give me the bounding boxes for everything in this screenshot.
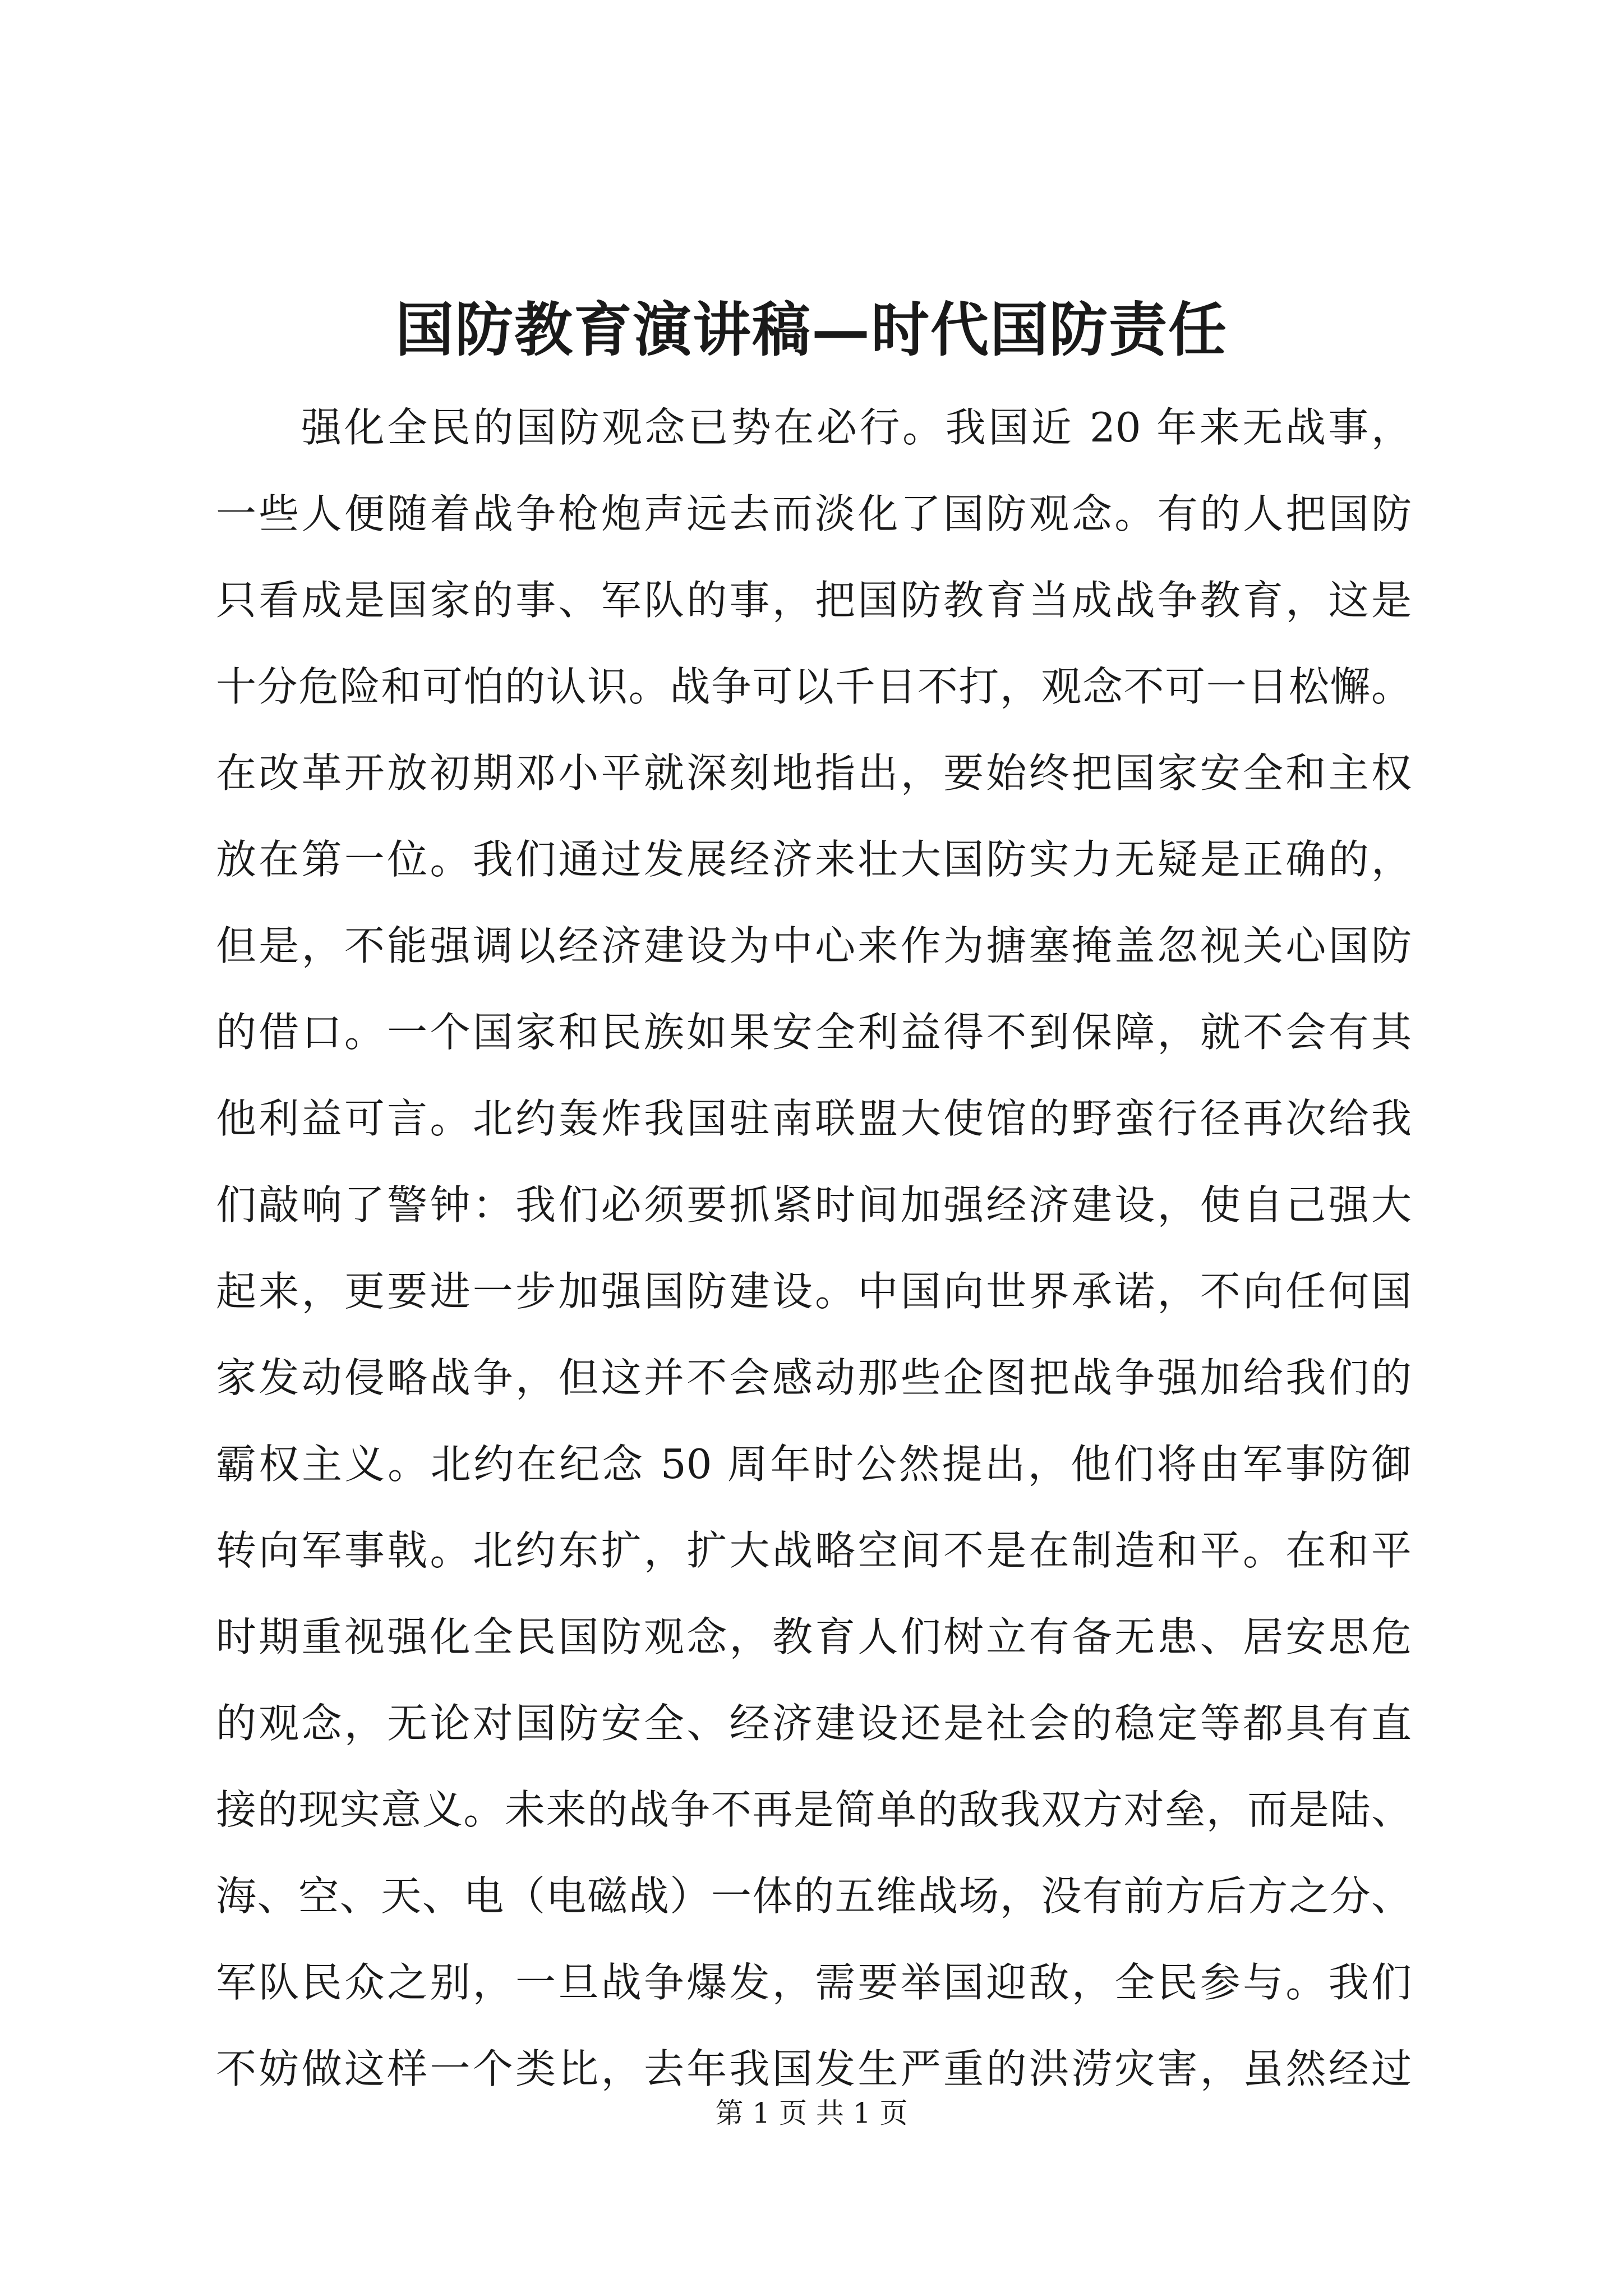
text-line: 只看成是国家的事、军队的事，把国防教育当成战争教育，这是 bbox=[216, 577, 1412, 624]
text-line: 家发动侵略战争，但这并不会感动那些企图把战争强加给我们的 bbox=[216, 1354, 1412, 1401]
text-line: 们敲响了警钟：我们必须要抓紧时间加强经济建设，使自己强大 bbox=[216, 1181, 1412, 1228]
text-line: 放在第一位。我们通过发展经济来壮大国防实力无疑是正确的， bbox=[216, 836, 1412, 883]
page-footer: 第 1 页 共 1 页 bbox=[715, 2097, 908, 2129]
text-line: 的观念，无论对国防安全、经济建设还是社会的稳定等都具有直 bbox=[216, 1700, 1412, 1747]
text-line: 接的现实意义。未来的战争不再是简单的敌我双方对垒，而是陆、 bbox=[216, 1786, 1412, 1833]
text-line: 不妨做这样一个类比，去年我国发生严重的洪涝灾害，虽然经过 bbox=[216, 2045, 1412, 2092]
text-line: 一些人便随着战争枪炮声远去而淡化了国防观念。有的人把国防 bbox=[216, 490, 1412, 537]
text-line: 强化全民的国防观念已势在必行。我国近 20 年来无战事， bbox=[301, 404, 1412, 451]
text-line: 但是，不能强调以经济建设为中心来作为搪塞掩盖忽视关心国防 bbox=[216, 922, 1412, 969]
text-line: 在改革开放初期邓小平就深刻地指出，要始终把国家安全和主权 bbox=[216, 749, 1412, 797]
text-line: 转向军事戟。北约东扩，扩大战略空间不是在制造和平。在和平 bbox=[216, 1527, 1412, 1574]
text-line: 他利益可言。北约轰炸我国驻南联盟大使馆的野蛮行径再次给我 bbox=[216, 1095, 1412, 1142]
document-title: 国防教育演讲稿—时代国防责任 bbox=[395, 295, 1228, 364]
text-line: 的借口。一个国家和民族如果安全利益得不到保障，就不会有其 bbox=[216, 1009, 1412, 1056]
text-line: 时期重视强化全民国防观念，教育人们树立有备无患、居安思危 bbox=[216, 1613, 1412, 1660]
text-line: 军队民众之别，一旦战争爆发，需要举国迎敌，全民参与。我们 bbox=[216, 1959, 1412, 2006]
text-line: 十分危险和可怕的认识。战争可以千日不打，观念不可一日松懈。 bbox=[216, 663, 1412, 710]
text-line: 海、空、天、电（电磁战）一体的五维战场，没有前方后方之分、 bbox=[216, 1872, 1412, 1920]
text-line: 霸权主义。北约在纪念 50 周年时公然提出，他们将由军事防御 bbox=[216, 1441, 1412, 1488]
body-paragraph bbox=[216, 384, 1412, 2112]
text-line: 起来，更要进一步加强国防建设。中国向世界承诺，不向任何国 bbox=[216, 1268, 1412, 1315]
